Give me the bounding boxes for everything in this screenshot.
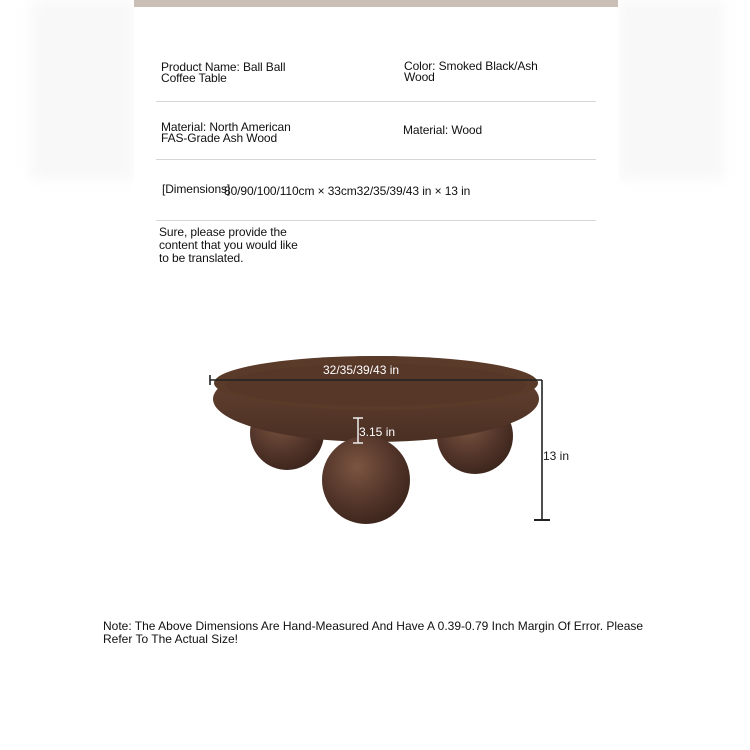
header-strip: [134, 0, 618, 7]
width-label: 32/35/39/43 in: [323, 363, 400, 377]
spec-product-name: Product Name: Ball Ball Coffee Table: [161, 60, 286, 85]
background-panel-right: [620, 0, 724, 180]
background-panel-left: [30, 0, 134, 180]
spec-material: Material: North American FAS-Grade Ash Wood: [161, 120, 291, 145]
divider: [156, 220, 596, 221]
coffee-table-figure: [200, 345, 570, 535]
spec-dimensions-value: 80/90/100/110cm × 33cm32/35/39/43 in × 13 in: [224, 184, 471, 198]
spec-material-short: Material: Wood: [403, 123, 483, 137]
divider: [156, 101, 596, 102]
height-label: 13 in: [543, 449, 570, 463]
spec-color: Color: Smoked Black/Ash Wood: [404, 59, 538, 84]
spec-dimensions-key: [Dimensions]: [162, 182, 231, 196]
divider: [156, 159, 596, 160]
thickness-label: 3.15 in: [359, 425, 396, 439]
table-leg-ball: [322, 436, 410, 524]
measurement-note: Note: The Above Dimensions Are Hand-Measured And Have A 0.39-0.79 Inch Margin Of Error. Please Refer To The Actual Size!: [103, 619, 644, 646]
spec-extra-text: Sure, please provide the content that you would like to be translated.: [159, 225, 298, 265]
